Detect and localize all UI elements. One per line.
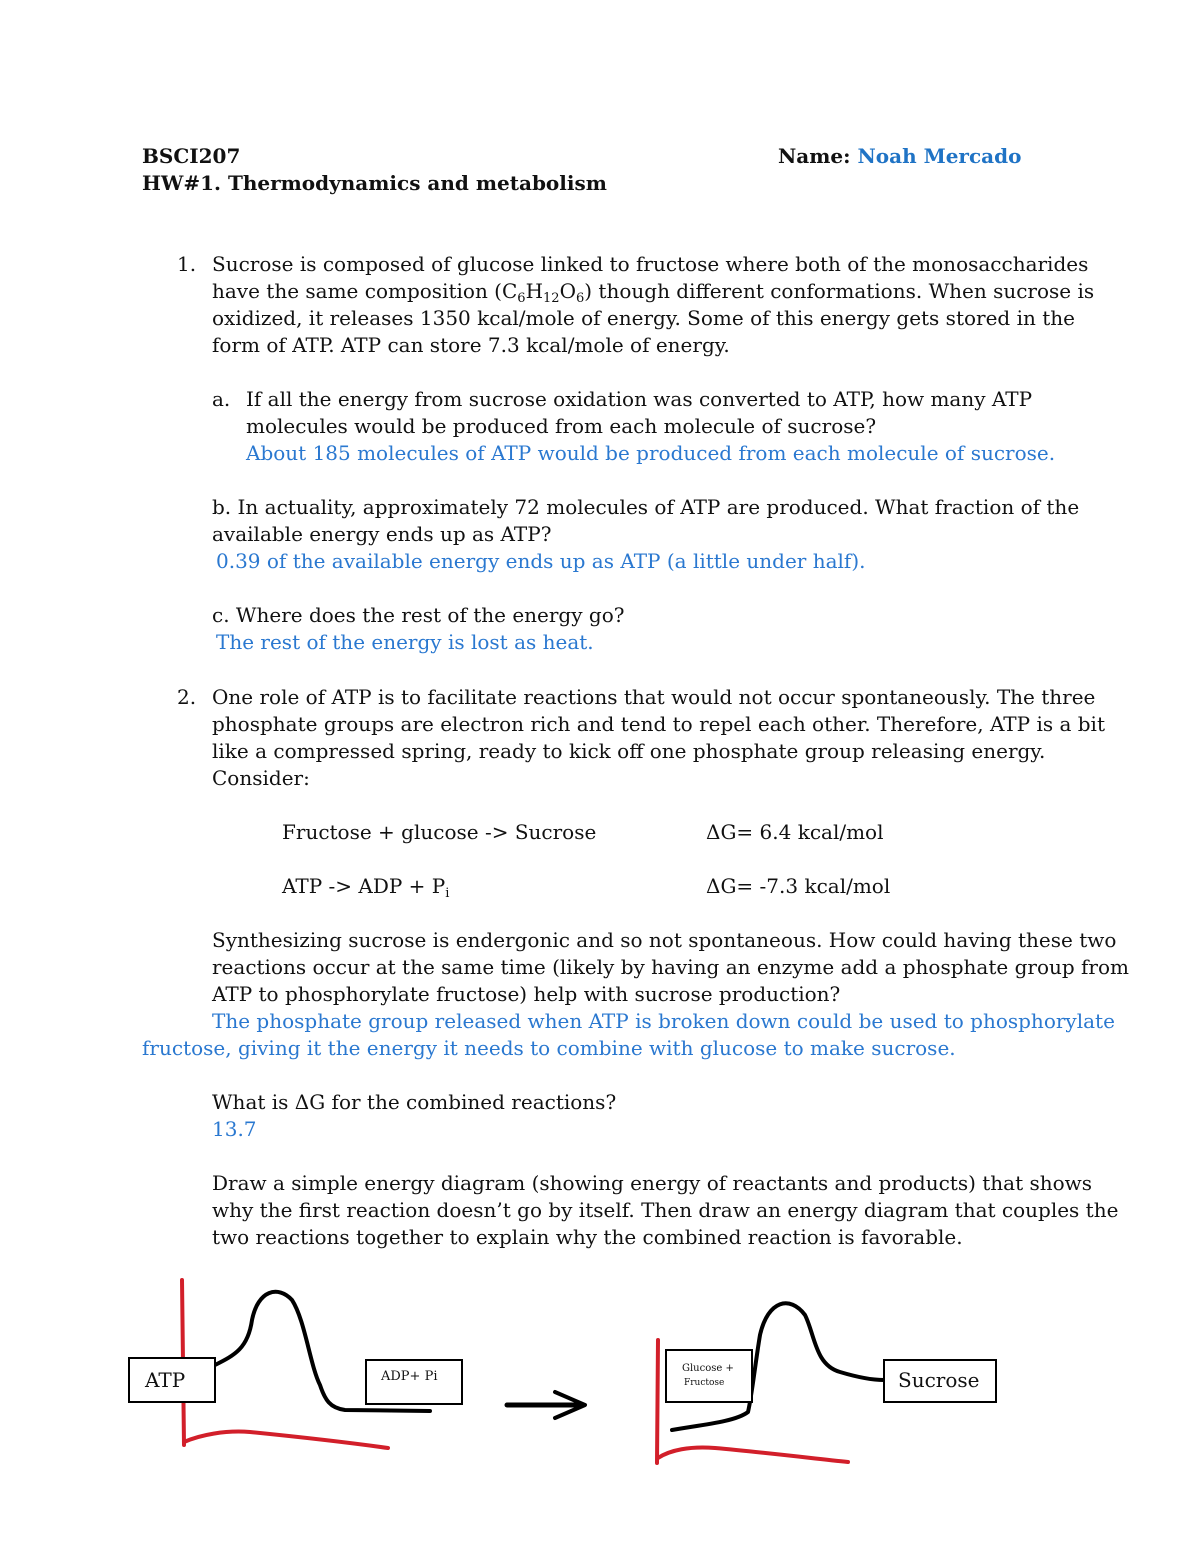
reaction-2-sub: i bbox=[445, 886, 450, 901]
q2-line-2: phosphate groups are electron rich and tend to repel each other. Therefore, ATP is a bit bbox=[212, 712, 1105, 736]
q1b-answer: 0.39 of the available energy ends up as ATP (a little under half). bbox=[216, 549, 866, 573]
reaction-1: Fructose + glucose -> Sucrose bbox=[282, 820, 597, 844]
q1a-line-2: molecules would be produced from each molecule of sucrose? bbox=[246, 414, 877, 438]
draw-line-3: two reactions together to explain why the combined reaction is favorable. bbox=[212, 1225, 963, 1249]
right-x-axis bbox=[658, 1447, 848, 1462]
q2-line-3: like a compressed spring, ready to kick off one phosphate group releasing energy. bbox=[212, 739, 1046, 763]
adp-label: ADP+ Pi bbox=[381, 1369, 438, 1384]
glucose-label: Glucose + bbox=[682, 1363, 734, 1374]
q2-line-4: Consider: bbox=[212, 766, 310, 790]
right-energy-diagram bbox=[657, 1303, 996, 1463]
atp-label: ATP bbox=[145, 1368, 186, 1392]
q2-number: 2. bbox=[177, 685, 197, 709]
draw-line-2: why the first reaction doesn’t go by itself. Then draw an energy diagram that couples the bbox=[212, 1198, 1119, 1222]
q1b-line-2: available energy ends up as ATP? bbox=[212, 522, 552, 546]
reaction-2-dg: ΔG= -7.3 kcal/mol bbox=[706, 874, 891, 898]
q2-line-1: One role of ATP is to facilitate reactions that would not occur spontaneously. The three bbox=[212, 685, 1096, 709]
sucrose-label: Sucrose bbox=[898, 1368, 980, 1392]
q1-line-2-tail: ) though different conformations. When sucrose is bbox=[584, 279, 1095, 303]
reaction-2 bbox=[282, 873, 449, 907]
left-x-axis bbox=[184, 1432, 388, 1448]
q1-line-1: Sucrose is composed of glucose linked to fructose where both of the monosaccharides bbox=[212, 252, 1089, 276]
draw-line-1: Draw a simple energy diagram (showing energy of reactants and products) that shows bbox=[212, 1171, 1093, 1195]
q2-answer-line-1: The phosphate group released when ATP is broken down could be used to phosphorylate bbox=[212, 1009, 1115, 1033]
name-field bbox=[778, 143, 1021, 170]
formula-sub: 6 bbox=[517, 291, 526, 306]
q1-line-2-head: have the same composition (C bbox=[212, 279, 518, 303]
q1-line-3: oxidized, it releases 1350 kcal/mole of energy. Some of this energy gets stored in the bbox=[212, 306, 1075, 330]
formula-o: O bbox=[559, 279, 576, 303]
q1c-answer: The rest of the energy is lost as heat. bbox=[216, 630, 594, 654]
glucose-fructose-box bbox=[666, 1350, 752, 1402]
q1a-answer: About 185 molecules of ATP would be produced from each molecule of sucrose. bbox=[246, 441, 1056, 465]
formula-h: H bbox=[525, 279, 544, 303]
q1-number: 1. bbox=[177, 252, 197, 276]
q2-para-line-2: reactions occur at the same time (likely by having an enzyme add a phosphate group from bbox=[212, 955, 1129, 979]
q1-line-4: form of ATP. ATP can store 7.3 kcal/mole of energy. bbox=[212, 333, 730, 357]
q2-answer-line-2: fructose, giving it the energy it needs to combine with glucose to make sucrose. bbox=[142, 1036, 956, 1060]
reaction-1-dg: ΔG= 6.4 kcal/mol bbox=[706, 820, 884, 844]
q2-para-line-1: Synthesizing sucrose is endergonic and so not spontaneous. How could having these two bbox=[212, 928, 1117, 952]
fructose-label: Fructose bbox=[684, 1378, 725, 1388]
name-label: Name: bbox=[778, 144, 851, 168]
q1a-line-1: If all the energy from sucrose oxidation was converted to ATP, how many ATP bbox=[246, 387, 1033, 411]
left-energy-diagram bbox=[129, 1280, 462, 1448]
q2-para-line-3: ATP to phosphorylate fructose) help with sucrose production? bbox=[212, 982, 841, 1006]
course-code: BSCI207 bbox=[142, 144, 241, 168]
formula-sub: 12 bbox=[543, 291, 560, 306]
q1c-line: c. Where does the rest of the energy go? bbox=[212, 603, 625, 627]
energy-diagrams bbox=[0, 1270, 1200, 1500]
transition-arrow bbox=[507, 1392, 585, 1418]
dg-answer: 13.7 bbox=[212, 1117, 257, 1141]
dg-question: What is ΔG for the combined reactions? bbox=[212, 1090, 617, 1114]
right-y-axis bbox=[657, 1340, 658, 1463]
formula-sub: 6 bbox=[575, 291, 585, 306]
q1a-label: a. bbox=[212, 387, 231, 411]
q1b-line-1: b. In actuality, approximately 72 molecules of ATP are produced. What fraction of the bbox=[212, 495, 1080, 519]
reaction-2-text: ATP -> ADP + P bbox=[282, 874, 446, 898]
student-name: Noah Mercado bbox=[857, 144, 1022, 168]
assignment-title: HW#1. Thermodynamics and metabolism bbox=[142, 171, 607, 195]
